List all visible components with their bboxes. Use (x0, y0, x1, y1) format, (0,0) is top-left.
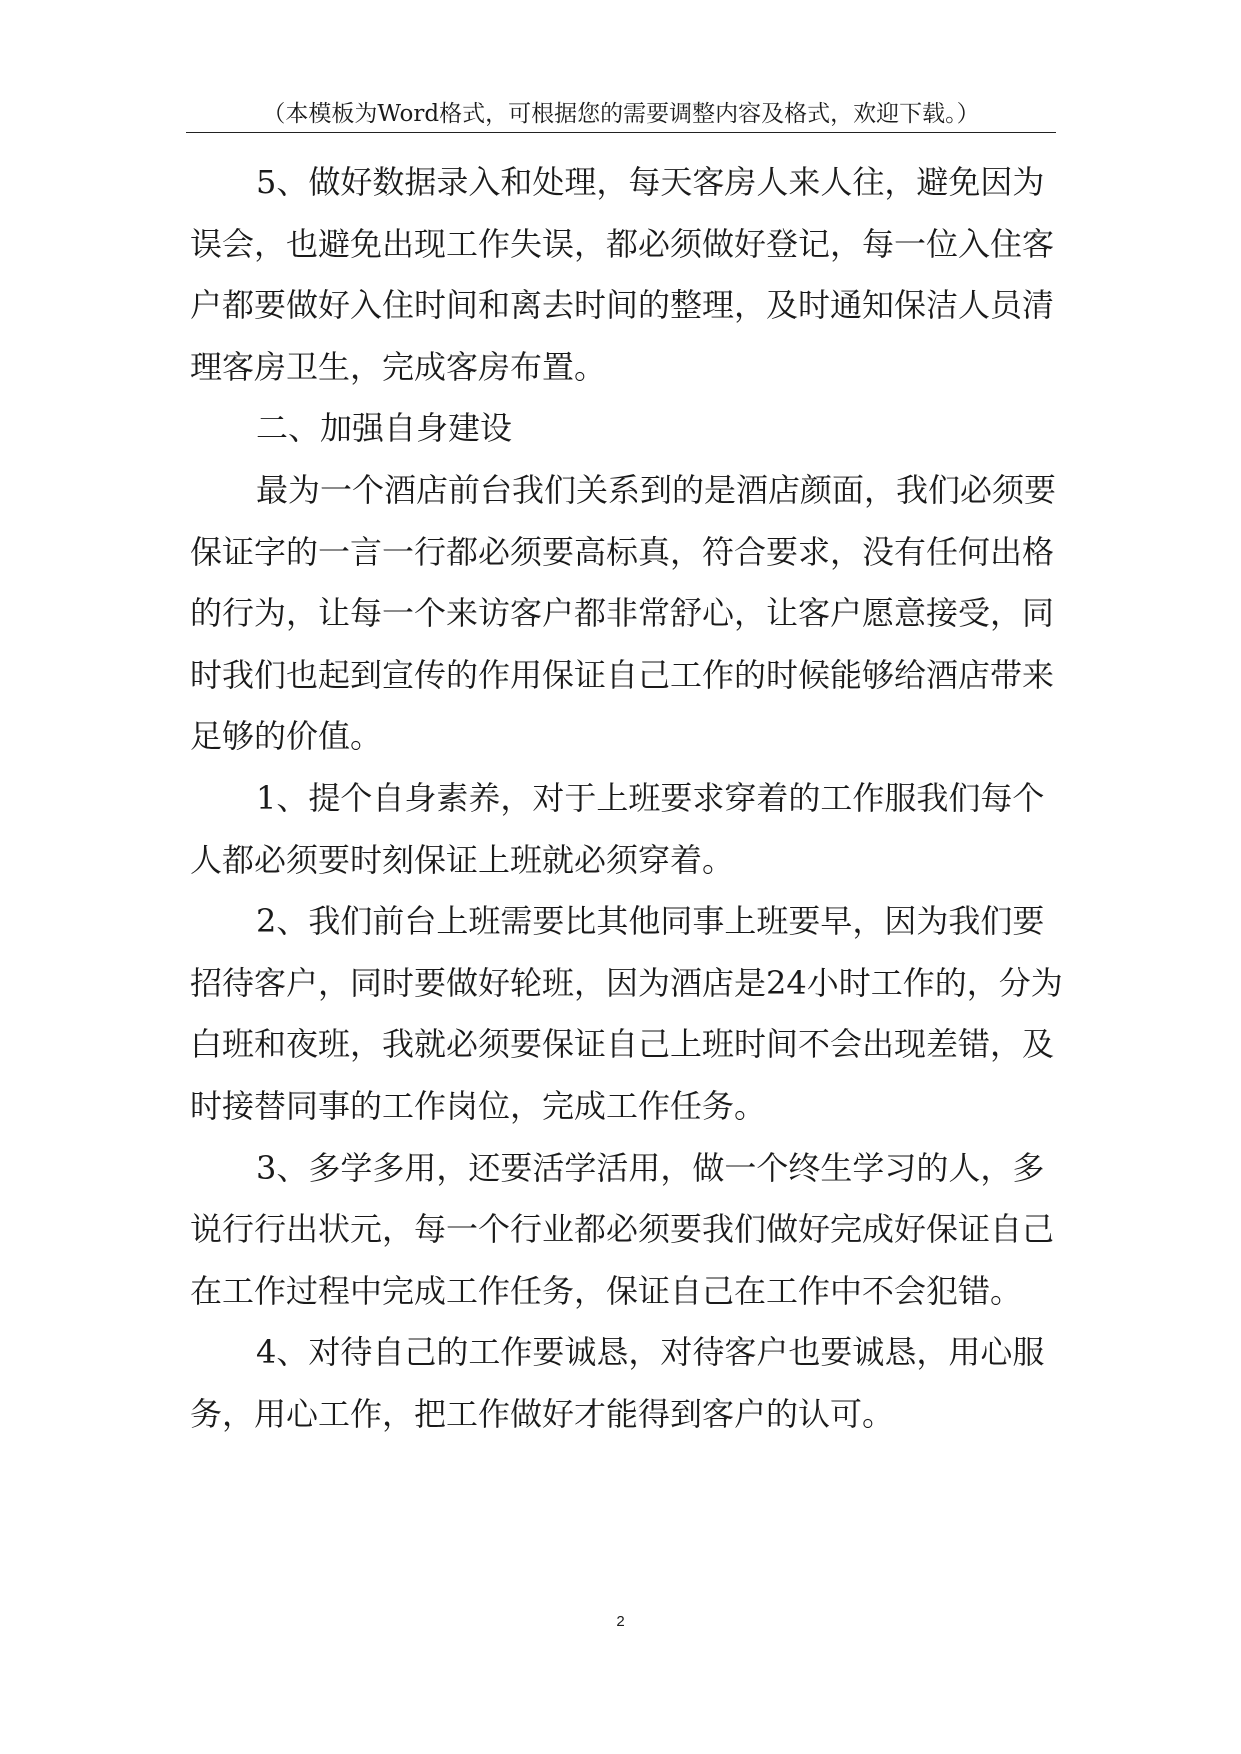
document-body (190, 152, 1070, 1445)
header-divider (186, 132, 1056, 133)
paragraph-intro: 最为一个酒店前台我们关系到的是酒店颜面，我们必须要保证字的一言一行都必须要高标真，符合要求，没有任何出格的行为，让每一个来访客户都非常舒心，让客户愿意接受，同时我们也起到宣传的作用保证自己工作的时候能够给酒店带来足够的价值。 (190, 470, 1057, 756)
header-note: （本模板为Word格式，可根据您的需要调整内容及格式，欢迎下载。） (262, 101, 980, 127)
paragraph-item-2: 2、我们前台上班需要比其他同事上班要早，因为我们要招待客户，同时要做好轮班，因为酒店是24小时工作的，分为白班和夜班，我就必须要保证自己上班时间不会出现差错，及时接替同事的工作岗位，完成工作任务。 (190, 902, 1063, 1125)
paragraph-item-3: 3、多学多用，还要活学活用，做一个终生学习的人，多说行行出状元，每一个行业都必须要我们做好完成好保证自己在工作过程中完成工作任务，保证自己在工作中不会犯错。 (190, 1148, 1055, 1310)
section-heading-self-building: 二、加强自身建设 (256, 409, 513, 448)
paragraph-item-4: 4、对待自己的工作要诚恳，对待客户也要诚恳，用心服务，用心工作，把工作做好才能得到客户的认可。 (190, 1333, 1045, 1433)
paragraph-item-5: 5、做好数据录入和处理，每天客房人来人往，避免因为误会，也避免出现工作失误，都必须做好登记，每一位入住客户都要做好入住时间和离去时间的整理，及时通知保洁人员清理客房卫生，完成客房布置。 (190, 163, 1055, 386)
paragraph-item-1: 1、提个自身素养，对于上班要求穿着的工作服我们每个人都必须要时刻保证上班就必须穿着。 (190, 778, 1045, 879)
page-number: 2 (616, 1613, 625, 1630)
